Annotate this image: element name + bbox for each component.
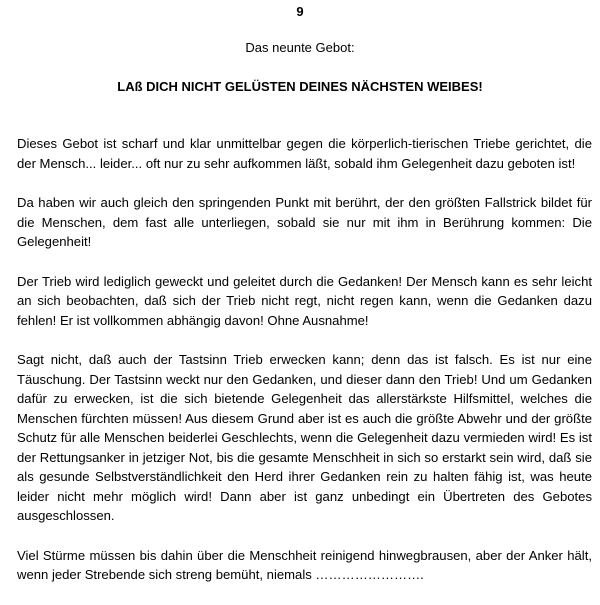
chapter-title: LAß DICH NICHT GELÜSTEN DEINES NÄCHSTEN WEIBES! — [117, 79, 483, 94]
paragraph-1: Dieses Gebot ist scharf und klar unmittelbar gegen die körperlich-tierischen Triebe gerichtet, die der Mensch... leider... oft nur zu sehr aufkommen läßt, sobald ihm Gelegenheit dazu geboten ist! — [17, 136, 592, 171]
chapter-heading: Das neunte Gebot: — [245, 40, 355, 55]
page-number: 9 — [296, 4, 304, 19]
paragraph-3: Der Trieb wird lediglich geweckt und geleitet durch die Gedanken! Der Mensch kann es sehr leicht an sich beobachten, daß sich der Trieb nicht regt, nicht regen kann, wenn die Gedanken dazu fehlen! Er ist vollkommen abhängig davon! Ohne Ausnahme! — [17, 273, 592, 328]
paragraph-5: Viel Stürme müssen bis dahin über die Menschheit reinigend hinwegbrausen, aber der Anker hält, wenn jeder Strebende sich streng bemüht, niemals ……………………. — [17, 547, 592, 582]
paragraph-4: Sagt nicht, daß auch der Tastsinn Trieb erwecken kann; denn das ist falsch. Es ist nur eine Täuschung. Der Tastsinn weckt nur den Gedanken, und dieser dann den Trieb! Und um Gedanken dafür zu erwecken, ist die sich bietende Gelegenheit das allerstärkste Hilfsmittel, welches die Menschen fürchten müssen! Aus diesem Grund aber ist es auch die größte Abwehr und der größte Schutz für alle Menschen beiderlei Geschlechts, wenn die Gelegenheit dazu vermieden wird! Es ist der Rettungsanker in jetziger Not, bis die gesamte Menschheit in sich so erstarkt sein wird, daß sie als gesunde Selbstverständlichkeit den Herd ihrer Gedanken rein zu halten fähig ist, was heute leider nicht mehr möglich wird! Dann aber ist ganz unbedingt ein Übertreten des Gebotes ausgeschlossen. — [17, 352, 592, 523]
paragraph-2: Da haben wir auch gleich den springenden Punkt mit berührt, der den größten Fallstrick bildet für die Menschen, dem fast alle unterliegen, sobald sie nur mit ihm in Berührung kommen: Die Gelegenheit! — [17, 195, 592, 249]
body-text — [17, 134, 592, 605]
